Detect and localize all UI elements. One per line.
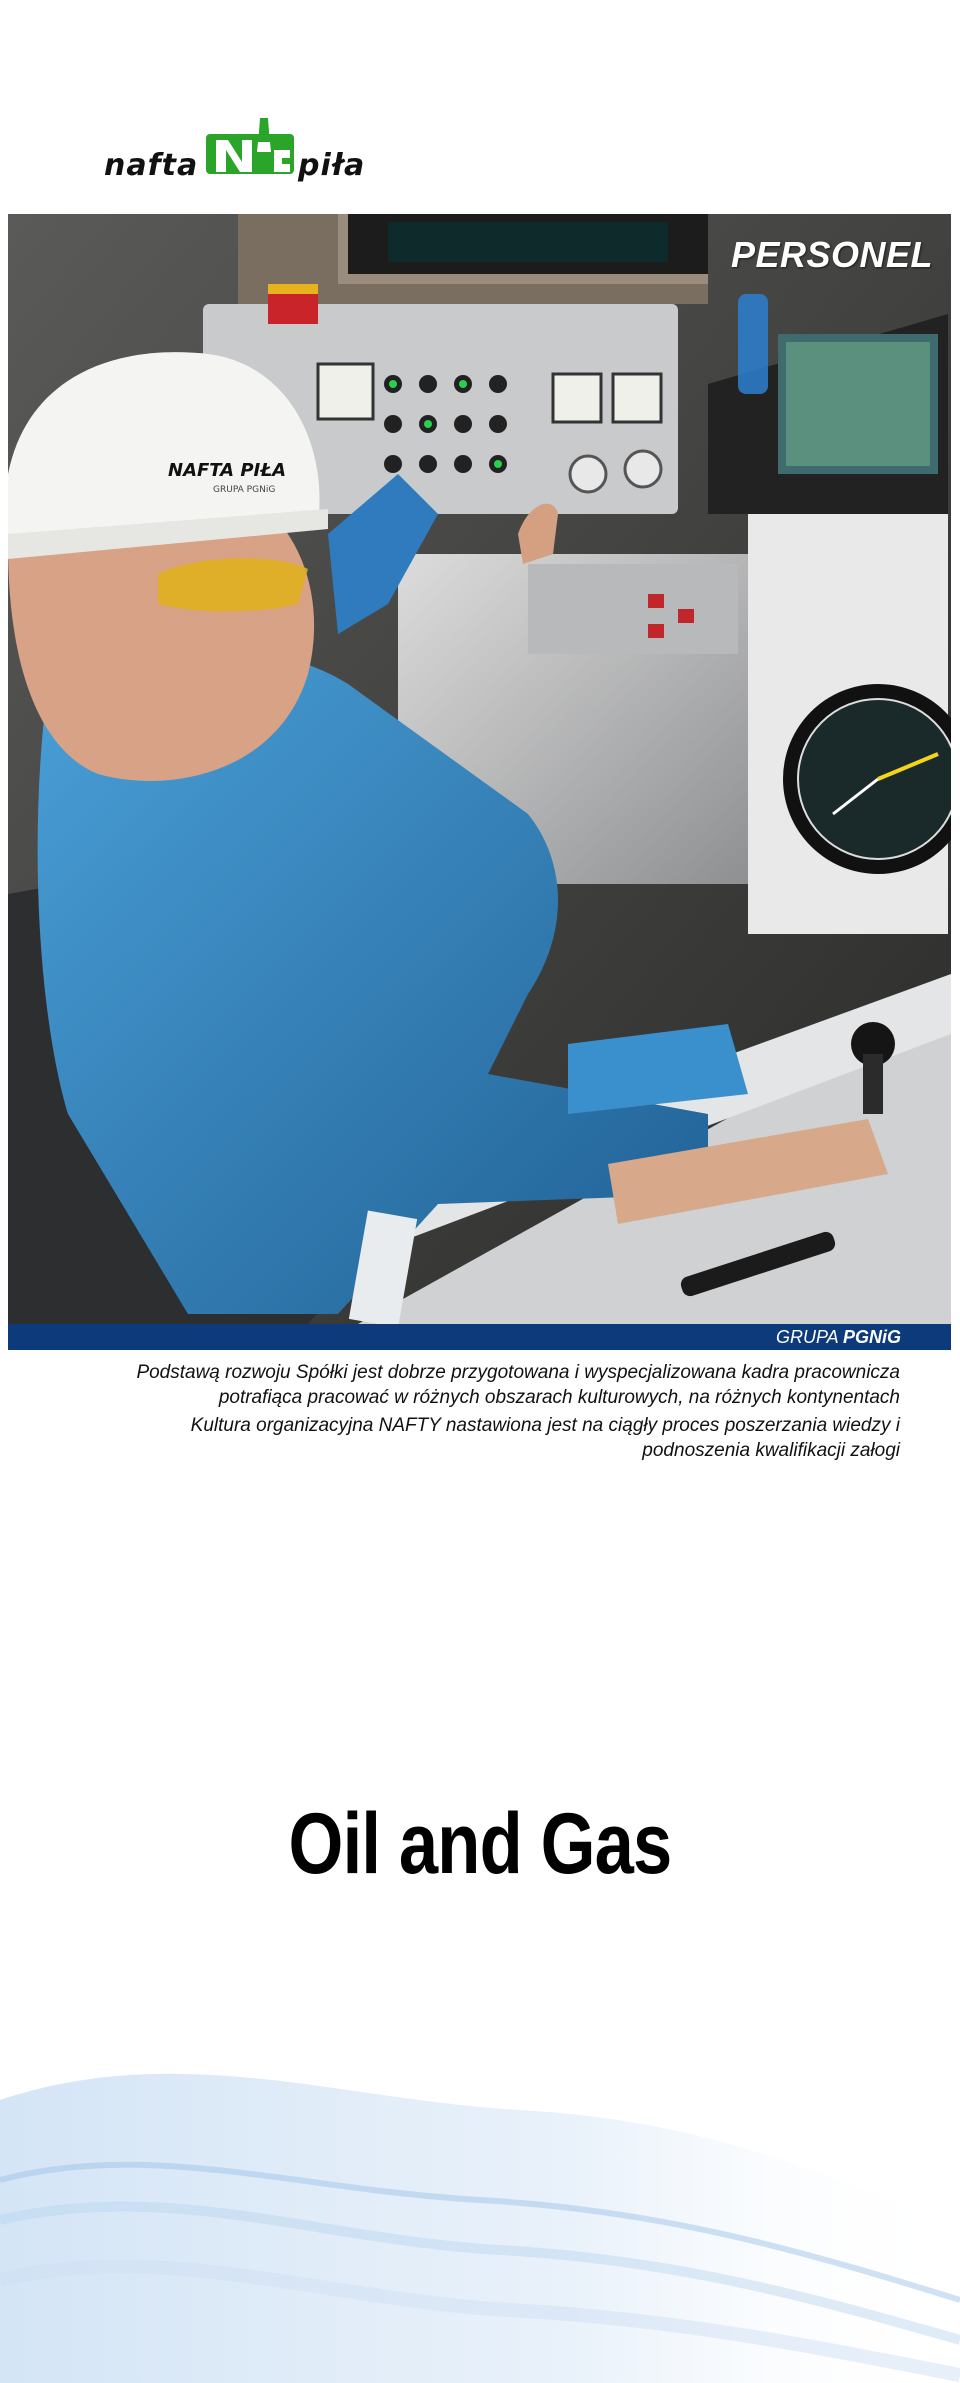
description — [120, 1360, 900, 1466]
hero-photo — [8, 214, 951, 1324]
logo-derrick-icon — [202, 112, 298, 180]
section-label: PERSONEL — [730, 234, 933, 275]
group-label — [776, 1327, 901, 1348]
logo-word-left: nafta — [104, 148, 199, 183]
decorative-waves — [0, 1980, 960, 2383]
description-paragraph-2: Kultura organizacyjna NAFTY nastawiona jest na ciągły proces poszerzania wiedzy i podnoszenia kwalifikacji załogi — [190, 1415, 900, 1461]
helmet-logo-text: NAFTA PIŁA — [168, 460, 287, 481]
operator-at-control-panel-illustration — [8, 214, 951, 1324]
group-prefix: GRUPA — [775, 1327, 838, 1347]
company-logo — [104, 112, 372, 183]
group-band — [8, 1324, 951, 1350]
logo-word-right: piła — [298, 148, 366, 183]
description-paragraph-1: Podstawą rozwoju Spółki jest dobrze przygotowana i wyspecjalizowana kadra pracownicza potrafiąca pracować w różnych obszarach kulturowych, na różnych kontynentach — [136, 1362, 900, 1408]
headline: Oil and Gas — [288, 1796, 672, 1892]
group-name: PGNiG — [842, 1327, 901, 1347]
helmet-sublabel: GRUPA PGNiG — [213, 485, 276, 495]
